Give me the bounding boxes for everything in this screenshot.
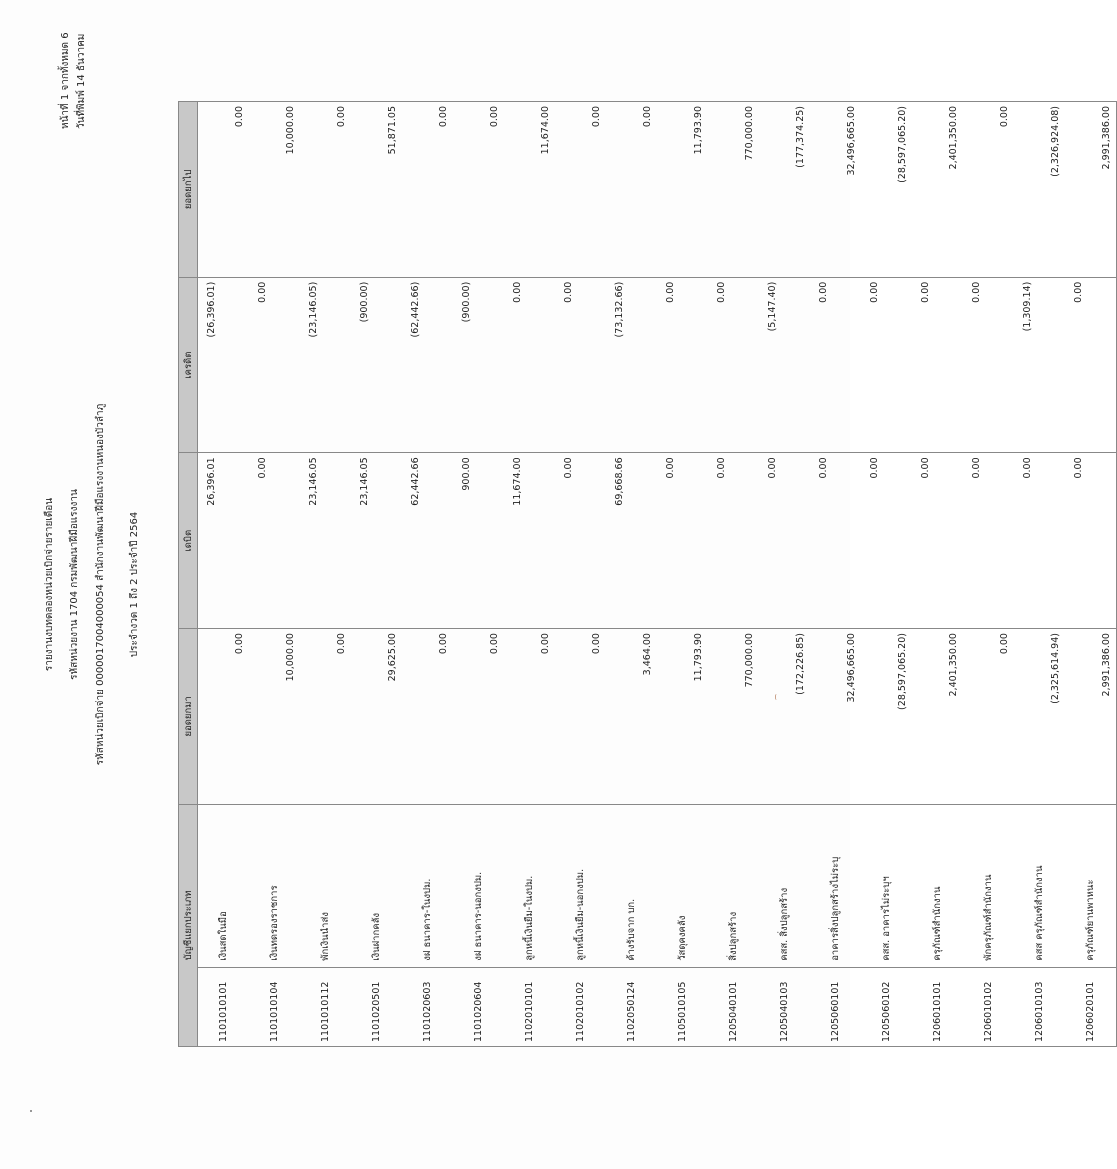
table-row [402, 102, 453, 1047]
col-header-carried-forward: ยอดยกไป [179, 102, 198, 278]
brought-forward-value: 2,401,350.00 [912, 629, 963, 805]
account-name: พักเงินนำส่ง [300, 804, 351, 967]
brought-forward-value: 3,464.00 [606, 629, 657, 805]
account-name: คสส. อาคารไม่ระบุฯ [861, 804, 912, 967]
brought-forward-value: 2,991,386.00 [1065, 629, 1117, 805]
carried-forward-value: 770,000.00 [708, 102, 759, 278]
table-row [198, 102, 250, 1047]
col-header-debit: เดบิต [179, 453, 198, 629]
credit-value: 0.00 [1065, 277, 1117, 453]
debit-value: 0.00 [708, 453, 759, 629]
brought-forward-value: 0.00 [300, 629, 351, 805]
carried-forward-value: 2,991,386.00 [1065, 102, 1117, 278]
debit-value: 900.00 [453, 453, 504, 629]
debit-value: 69,668.66 [606, 453, 657, 629]
table-row [555, 102, 606, 1047]
carried-forward-value: 0.00 [402, 102, 453, 278]
account-code: 1101020501 [351, 967, 402, 1046]
table-row [504, 102, 555, 1047]
account-name: เงินฝากคลัง [351, 804, 402, 967]
credit-value: 0.00 [657, 277, 708, 453]
brought-forward-value: 0.00 [504, 629, 555, 805]
credit-value: 0.00 [504, 277, 555, 453]
brought-forward-value: 0.00 [555, 629, 606, 805]
account-name: ครุภัณฑ์ยานพาหนะ [1065, 804, 1117, 967]
account-name: เงินสดในมือ [198, 804, 250, 967]
credit-value: (26,396.01) [198, 277, 250, 453]
brought-forward-value: (2,325,614.94) [1014, 629, 1065, 805]
table-row [453, 102, 504, 1047]
account-name: วัสดุคงคลัง [657, 804, 708, 967]
brought-forward-value: 0.00 [963, 629, 1014, 805]
account-code: 1206010101 [912, 967, 963, 1046]
carried-forward-value: 0.00 [300, 102, 351, 278]
credit-value: 0.00 [708, 277, 759, 453]
table-row [300, 102, 351, 1047]
credit-value: 0.00 [912, 277, 963, 453]
table-row [1014, 102, 1065, 1047]
account-code: 1205060102 [861, 967, 912, 1046]
debit-value: 0.00 [759, 453, 810, 629]
account-code: 1101010104 [249, 967, 300, 1046]
account-name: ลูกหนี้เงินยืม-ในงปม. [504, 804, 555, 967]
carried-forward-value: 32,496,665.00 [810, 102, 861, 278]
brought-forward-value: 29,625.00 [351, 629, 402, 805]
credit-value: 0.00 [555, 277, 606, 453]
carried-forward-value: 51,871.05 [351, 102, 402, 278]
account-code: 1206020101 [1065, 967, 1117, 1046]
debit-value: 0.00 [810, 453, 861, 629]
report-title: รายงานงบทดลองหน่วยเบิกจ่ายรายเดือน [44, 497, 55, 672]
table-header-row [179, 102, 198, 1047]
account-name: สิ่งปลูกสร้าง [708, 804, 759, 967]
credit-value: 0.00 [810, 277, 861, 453]
brought-forward-value: 770,000.00 [708, 629, 759, 805]
account-name: ลูกหนี้เงินยืม-นอกงปม. [555, 804, 606, 967]
account-name: อาคารสิ่งปลูกสร้างไม่ระบุ [810, 804, 861, 967]
table-row [708, 102, 759, 1047]
debit-value: 62,442.66 [402, 453, 453, 629]
table-row [963, 102, 1014, 1047]
account-code: 1101020604 [453, 967, 504, 1046]
print-date: วันที่พิมพ์ 14 ธันวาคม [76, 33, 87, 129]
brought-forward-value: 11,793.90 [657, 629, 708, 805]
credit-value: (23,146.05) [300, 277, 351, 453]
page-number: หน้าที่ 1 จากทั้งหมด 6 [60, 32, 71, 129]
account-code: 1206010102 [963, 967, 1014, 1046]
carried-forward-value: 0.00 [606, 102, 657, 278]
carried-forward-value: (177,374.25) [759, 102, 810, 278]
carried-forward-value: 0.00 [198, 102, 250, 278]
scan-speck [30, 1110, 32, 1112]
credit-value: (73,132.66) [606, 277, 657, 453]
table-row [1065, 102, 1117, 1047]
scan-mark [775, 694, 779, 700]
brought-forward-value: 0.00 [402, 629, 453, 805]
account-name: คสส. สิ่งปลูกสร้าง [759, 804, 810, 967]
debit-value: 26,396.01 [198, 453, 250, 629]
col-header-brought-forward: ยอดยกมา [179, 629, 198, 805]
credit-value: (62,442.66) [402, 277, 453, 453]
debit-value: 11,674.00 [504, 453, 555, 629]
account-code: 1101010101 [198, 967, 250, 1046]
account-name: งฝ ธนาคาร-ในงปม. [402, 804, 453, 967]
credit-value: 0.00 [249, 277, 300, 453]
credit-value: (5,147.40) [759, 277, 810, 453]
table-row [810, 102, 861, 1047]
carried-forward-value: (2,326,924.08) [1014, 102, 1065, 278]
col-header-account: บัญชีแยกประเภท [179, 804, 198, 1046]
carried-forward-value: (28,597,065.20) [861, 102, 912, 278]
col-header-credit: เครดิต [179, 277, 198, 453]
credit-value: 0.00 [963, 277, 1014, 453]
account-name: ค้างรับจาก บก. [606, 804, 657, 967]
account-code: 1205040103 [759, 967, 810, 1046]
trial-balance-table [178, 101, 1117, 1047]
carried-forward-value: 10,000.00 [249, 102, 300, 278]
account-name: งฝ ธนาคาร-นอกงปม. [453, 804, 504, 967]
credit-value: (1,309.14) [1014, 277, 1065, 453]
debit-value: 23,146.05 [300, 453, 351, 629]
account-name: พักครุภัณฑ์สำนักงาน [963, 804, 1014, 967]
table-row [912, 102, 963, 1047]
account-code: 1101010112 [300, 967, 351, 1046]
debit-value: 0.00 [555, 453, 606, 629]
debit-value: 0.00 [861, 453, 912, 629]
table-row [351, 102, 402, 1047]
brought-forward-value: (28,597,065.20) [861, 629, 912, 805]
account-name: ครุภัณฑ์สำนักงาน [912, 804, 963, 967]
account-code: 1206010103 [1014, 967, 1065, 1046]
table-row [759, 102, 810, 1047]
credit-value: (900.00) [453, 277, 504, 453]
credit-value: (900.00) [351, 277, 402, 453]
agency-line: รหัสหน่วยงาน 1704 กรมพัฒนาฝีมือแรงงาน [69, 489, 80, 680]
period-line: ประจำงวด 1 ถึง 2 ประจำปี 2564 [129, 511, 140, 658]
debit-value: 0.00 [1065, 453, 1117, 629]
account-code: 1101020603 [402, 967, 453, 1046]
carried-forward-value: 0.00 [963, 102, 1014, 278]
table-body [198, 102, 1117, 1047]
table-row [606, 102, 657, 1047]
account-code: 1205060101 [810, 967, 861, 1046]
brought-forward-value: 0.00 [453, 629, 504, 805]
debit-value: 0.00 [1014, 453, 1065, 629]
account-code: 1205040101 [708, 967, 759, 1046]
brought-forward-value: (172,226.85) [759, 629, 810, 805]
account-code: 1102010101 [504, 967, 555, 1046]
table-row [861, 102, 912, 1047]
account-code: 1105010105 [657, 967, 708, 1046]
table-row [657, 102, 708, 1047]
account-name: เงินทดรองราชการ [249, 804, 300, 967]
debit-value: 0.00 [249, 453, 300, 629]
credit-value: 0.00 [861, 277, 912, 453]
carried-forward-value: 11,674.00 [504, 102, 555, 278]
account-name: คสส ครุภัณฑ์สำนักงาน [1014, 804, 1065, 967]
carried-forward-value: 0.00 [453, 102, 504, 278]
debit-value: 0.00 [657, 453, 708, 629]
account-code: 1102050124 [606, 967, 657, 1046]
account-code: 1102010102 [555, 967, 606, 1046]
debit-value: 23,146.05 [351, 453, 402, 629]
brought-forward-value: 10,000.00 [249, 629, 300, 805]
carried-forward-value: 0.00 [555, 102, 606, 278]
carried-forward-value: 2,401,350.00 [912, 102, 963, 278]
debit-value: 0.00 [912, 453, 963, 629]
debit-value: 0.00 [963, 453, 1014, 629]
brought-forward-value: 32,496,665.00 [810, 629, 861, 805]
disbursing-unit-line: รหัสหน่วยเบิกจ่าย 0000017004000054 สำนักงานพัฒนาฝีมือแรงงานหนองบัวลำภู [95, 403, 106, 766]
brought-forward-value: 0.00 [198, 629, 250, 805]
carried-forward-value: 11,793.90 [657, 102, 708, 278]
table-row [249, 102, 300, 1047]
